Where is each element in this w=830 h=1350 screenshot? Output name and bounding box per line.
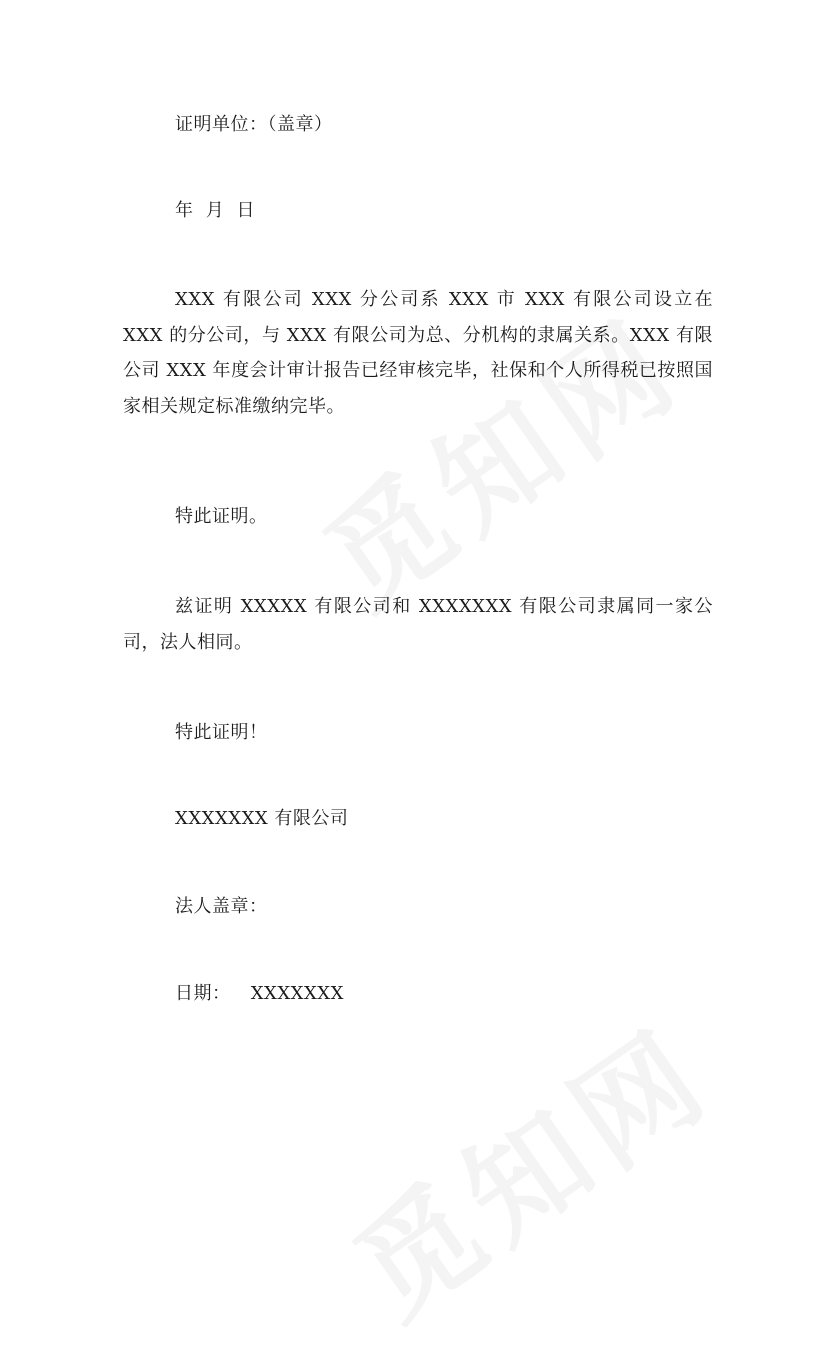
certify-line-1: 特此证明。 [175, 506, 268, 527]
watermark-bottom [316, 982, 739, 1350]
legal-seal-line: 法人盖章： [175, 896, 268, 917]
date-line: 年 月 日 [175, 200, 255, 221]
company-name-line: XXXXXXX 有限公司 [175, 808, 349, 829]
date-value: XXXXXXX [250, 983, 344, 1004]
date-row [175, 982, 344, 1006]
paragraph-2: 兹证明 XXXXX 有限公司和 XXXXXXX 有限公司隶属同一家公司，法人相同。 [123, 596, 713, 653]
paragraph-1: XXX 有限公司 XXX 分公司系 XXX 市 XXX 有限公司设立在 XXX 的分公司，与 XXX 有限公司为总、分机构的隶属关系。XXX 有限公司 XXX 年度会计审计报告已经审核完毕，社保和个人所得税已按照国家相关规定标准缴纳完毕。 [123, 289, 713, 417]
unit-seal-line: 证明单位：（盖章） [175, 114, 333, 135]
certify-line-2: 特此证明！ [175, 722, 268, 743]
date-label: 日期： [175, 983, 231, 1004]
